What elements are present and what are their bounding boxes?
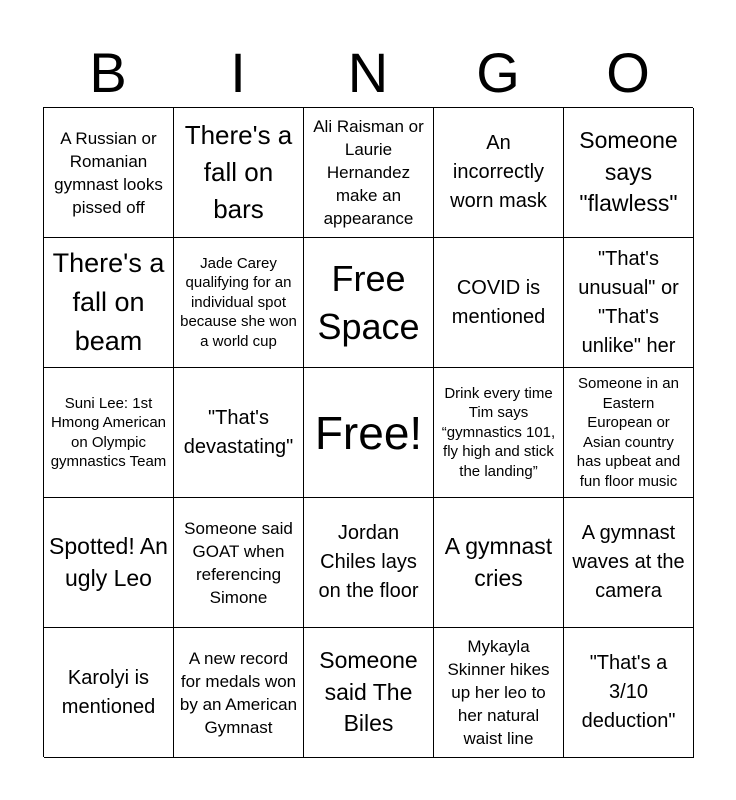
cell-text: Someone in an Eastern European or Asian country has upbeat and fun floor music <box>576 375 681 490</box>
bingo-header <box>43 38 693 108</box>
bingo-cell-r4c4[interactable] <box>434 498 564 628</box>
cell-text: A Russian or Romanian gymnast looks pissed off <box>54 128 163 217</box>
cell-text: An incorrectly worn mask <box>450 132 547 212</box>
cell-text: A new record for medals won by an American Gymnast <box>179 648 298 737</box>
header-letter-g: G <box>476 41 520 104</box>
cell-text: Someone says "flawless" <box>579 127 678 217</box>
bingo-cell-r1c2[interactable] <box>174 108 304 238</box>
header-letter-o: O <box>606 41 650 104</box>
cell-text: Karolyi is mentioned <box>61 666 156 718</box>
bingo-cell-r5c4[interactable] <box>434 628 564 758</box>
cell-text: "That's unusual" or "That's unlike" her <box>578 247 679 357</box>
cell-text: Drink every time Tim says “gymnastics 101, fly high and stick the landing” <box>441 384 556 480</box>
bingo-cell-r4c1[interactable] <box>44 498 174 628</box>
cell-text: "That's a 3/10 deduction" <box>581 652 676 732</box>
cell-text: Jordan Chiles lays on the floor <box>318 522 419 602</box>
cell-text: Mykayla Skinner hikes up her leo to her natural waist line <box>447 637 550 748</box>
cell-text: There's a fall on beam <box>52 248 165 356</box>
cell-text: Spotted! An ugly Leo <box>49 533 168 591</box>
header-letter-i: I <box>230 41 246 104</box>
bingo-cell-r3c3[interactable] <box>304 368 434 498</box>
cell-text: Someone said GOAT when referencing Simone <box>184 518 293 607</box>
cell-text: Free Space <box>317 257 420 347</box>
bingo-cell-r5c1[interactable] <box>44 628 174 758</box>
bingo-cell-r2c3[interactable] <box>304 238 434 368</box>
bingo-board <box>43 107 693 757</box>
bingo-cell-r3c4[interactable] <box>434 368 564 498</box>
cell-text: A gymnast cries <box>444 533 553 591</box>
cell-text: Free! <box>314 406 423 459</box>
bingo-cell-r4c2[interactable] <box>174 498 304 628</box>
bingo-cell-r3c5[interactable] <box>564 368 694 498</box>
bingo-cell-r4c3[interactable] <box>304 498 434 628</box>
bingo-cell-r3c2[interactable] <box>174 368 304 498</box>
bingo-cell-r2c1[interactable] <box>44 238 174 368</box>
bingo-cell-r4c5[interactable] <box>564 498 694 628</box>
header-letter-b: B <box>89 41 127 104</box>
cell-text: Jade Carey qualifying for an individual spot because she won a world cup <box>180 254 297 350</box>
bingo-cell-r1c3[interactable] <box>304 108 434 238</box>
bingo-cell-r3c1[interactable] <box>44 368 174 498</box>
cell-text: COVID is mentioned <box>451 276 546 328</box>
bingo-cell-r5c3[interactable] <box>304 628 434 758</box>
cell-text: Ali Raisman or Laurie Hernandez make an appearance <box>313 117 424 228</box>
bingo-cell-r5c2[interactable] <box>174 628 304 758</box>
bingo-cell-r1c5[interactable] <box>564 108 694 238</box>
bingo-cell-r2c5[interactable] <box>564 238 694 368</box>
bingo-cell-r1c1[interactable] <box>44 108 174 238</box>
bingo-cell-r2c2[interactable] <box>174 238 304 368</box>
bingo-cell-r1c4[interactable] <box>434 108 564 238</box>
bingo-cell-r5c5[interactable] <box>564 628 694 758</box>
cell-text: "That's devastating" <box>183 406 294 458</box>
cell-text: A gymnast waves at the camera <box>572 522 685 602</box>
bingo-cell-r2c4[interactable] <box>434 238 564 368</box>
cell-text: Suni Lee: 1st Hmong American on Olympic gymnastics Team <box>50 394 167 470</box>
cell-text: There's a fall on bars <box>184 120 293 224</box>
header-letter-n: N <box>347 41 389 104</box>
cell-text: Someone said The Biles <box>319 647 418 737</box>
